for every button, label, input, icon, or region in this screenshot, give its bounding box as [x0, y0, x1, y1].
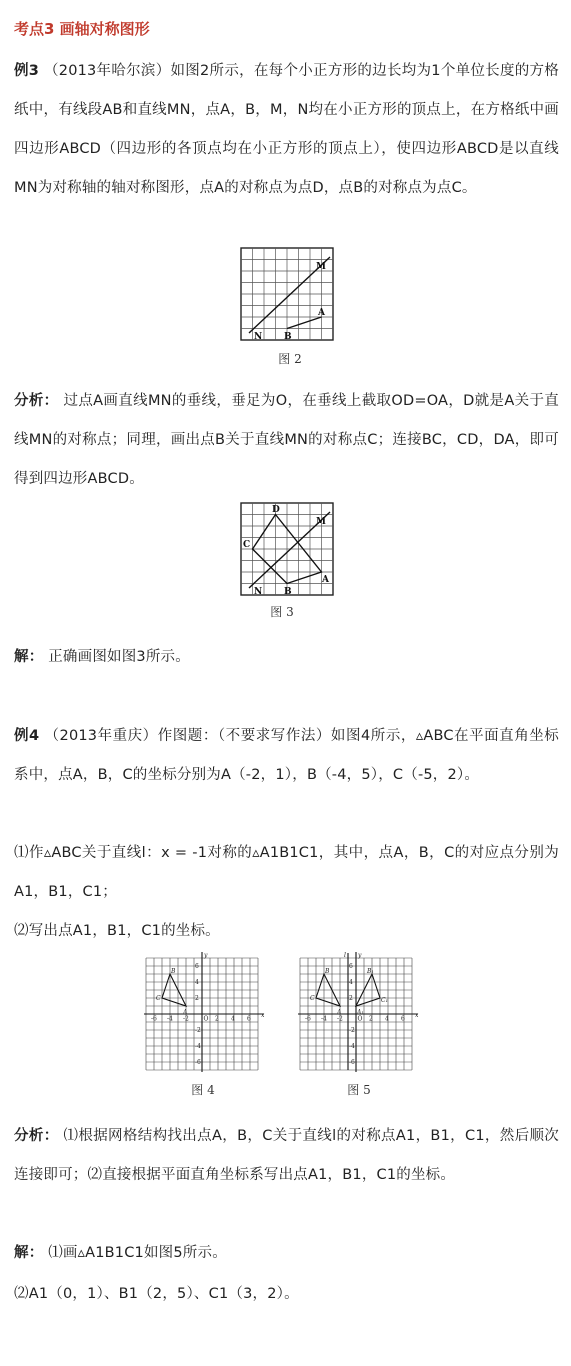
label-n: N [254, 332, 263, 342]
example3-problem [14, 52, 559, 208]
x-tick-label: 2 [369, 1015, 373, 1023]
y-axis-label: y [204, 952, 208, 959]
x-tick-label: -4 [321, 1015, 327, 1023]
example3-analysis-text: 过点A画直线MN的垂线，垂足为O，在垂线上截取OD=OA，D就是A关于直线MN的对称点；同理，画出点B关于直线MN的对称点C；连接BC，CD，DA，即可得到四边形ABCD。 [14, 393, 559, 487]
example4-analysis [14, 1117, 559, 1195]
section-title: 考点3 画轴对称图形 [14, 20, 150, 38]
example4-question1: ⑴作▵ABC关于直线l：x = -1对称的▵A1B1C1，其中，点A，B，C的对应点分别为A1，B1，C1； [14, 845, 559, 900]
figure-4-coordinate-plane [140, 950, 280, 1076]
example4-answer1: ⑴画▵A1B1C1如图5所示。 [48, 1245, 227, 1261]
figure-3-grid [240, 502, 336, 598]
x-tick-label: -2 [337, 1015, 343, 1023]
figure-2 [240, 247, 336, 343]
y-tick-label: -6 [195, 1059, 201, 1066]
label-m: M [316, 262, 326, 272]
example4-answer [14, 1234, 559, 1273]
y-tick-label: 4 [195, 979, 199, 986]
y-tick-label: 2 [349, 995, 353, 1002]
figure-2-caption: 图 2 [278, 352, 302, 366]
y-tick-label: -4 [195, 1043, 201, 1050]
figure-5-coordinate-plane [294, 950, 434, 1076]
example3-answer [14, 638, 559, 677]
example3-label: 例3 [14, 63, 40, 79]
figure-5-caption: 图 5 [347, 1083, 371, 1097]
example3-text: （2013年哈尔滨）如图2所示，在每个小正方形的边长均为1个单位长度的方格纸中，有线段AB和直线MN，点A，B，M，N均在小正方形的顶点上，在方格纸中画四边形ABCD（四边形的各顶点均在小正方形的顶点上），使四边形ABCD是以直线MN为对称轴的轴对称图形，点A的对称点为点D，点B的对称点为点C。 [14, 63, 560, 196]
point-c-label: C [156, 995, 161, 1002]
point-a-label: A [337, 1009, 342, 1016]
example4-question2: ⑵写出点A1，B1，C1的坐标。 [14, 923, 220, 939]
example4-problem [14, 717, 559, 795]
y-tick-label: -6 [349, 1059, 355, 1066]
figure-5 [294, 950, 434, 1076]
origin-label: O [203, 1015, 209, 1023]
x-axis-label: x [261, 1012, 265, 1019]
label-d: D [272, 505, 280, 515]
label-a: A [318, 308, 325, 318]
point-b1-label: B₁ [367, 968, 374, 975]
example3-answer-label: 解： [14, 649, 44, 665]
point-b-label: B [171, 968, 176, 975]
example3-answer-text: 正确画图如图3所示。 [48, 649, 190, 665]
example4-text: （2013年重庆）作图题：（不要求写作法）如图4所示，▵ABC在平面直角坐标系中，点A，B，C的坐标分别为A（-2，1），B（-4，5），C（-5，2）。 [14, 728, 559, 783]
origin-label: O [357, 1015, 363, 1023]
x-tick-label: 4 [231, 1015, 235, 1023]
point-c-label: C [310, 995, 315, 1002]
x-tick-label: 6 [401, 1015, 405, 1023]
point-a1-label: A₁ [357, 1009, 364, 1016]
y-tick-label: -2 [195, 1027, 201, 1034]
y-tick-label: -4 [349, 1043, 355, 1050]
example3-analysis [14, 382, 559, 499]
y-tick-label: 2 [195, 995, 199, 1002]
x-tick-label: 6 [247, 1015, 251, 1023]
point-b-label: B [325, 968, 330, 975]
y-tick-label: 4 [349, 979, 353, 986]
point-c1-label: C₁ [381, 997, 388, 1004]
example4-analysis-label: 分析： [14, 1128, 59, 1144]
figure-4-caption: 图 4 [191, 1083, 215, 1097]
figure-2-grid [240, 247, 336, 343]
figure-3-caption: 图 3 [270, 605, 294, 619]
point-a-label: A [183, 1009, 188, 1016]
segment-ab [287, 317, 322, 329]
example4-answer-label: 解： [14, 1245, 44, 1261]
label-a: A [322, 575, 329, 585]
line-l-label: l [344, 952, 346, 959]
example4-analysis-text: ⑴根据网格结构找出点A，B，C关于直线l的对称点A1，B1，C1，然后顺次连接即可；⑵直接根据平面直角坐标系写出点A1，B1，C1的坐标。 [14, 1128, 559, 1183]
label-n: N [254, 587, 263, 597]
x-tick-label: -4 [167, 1015, 173, 1023]
example4-answer2: ⑵A1（0，1）、B1（2，5）、C1（3，2）。 [14, 1286, 299, 1302]
x-tick-label: -6 [305, 1015, 311, 1023]
y-axis-label: y [358, 952, 362, 959]
x-tick-label: 4 [385, 1015, 389, 1023]
label-b: B [284, 332, 292, 342]
figure-3 [240, 502, 336, 598]
figure-4 [140, 950, 280, 1076]
label-c: C [243, 540, 251, 550]
label-m: M [316, 517, 326, 527]
x-axis-label: x [415, 1012, 419, 1019]
x-tick-label: -2 [183, 1015, 189, 1023]
example4-label: 例4 [14, 728, 40, 744]
y-tick-label: 6 [195, 963, 199, 970]
x-tick-label: -6 [151, 1015, 157, 1023]
label-b: B [284, 587, 292, 597]
x-tick-label: 2 [215, 1015, 219, 1023]
example3-analysis-label: 分析： [14, 393, 59, 409]
y-tick-label: 6 [349, 963, 353, 970]
y-tick-label: -2 [349, 1027, 355, 1034]
